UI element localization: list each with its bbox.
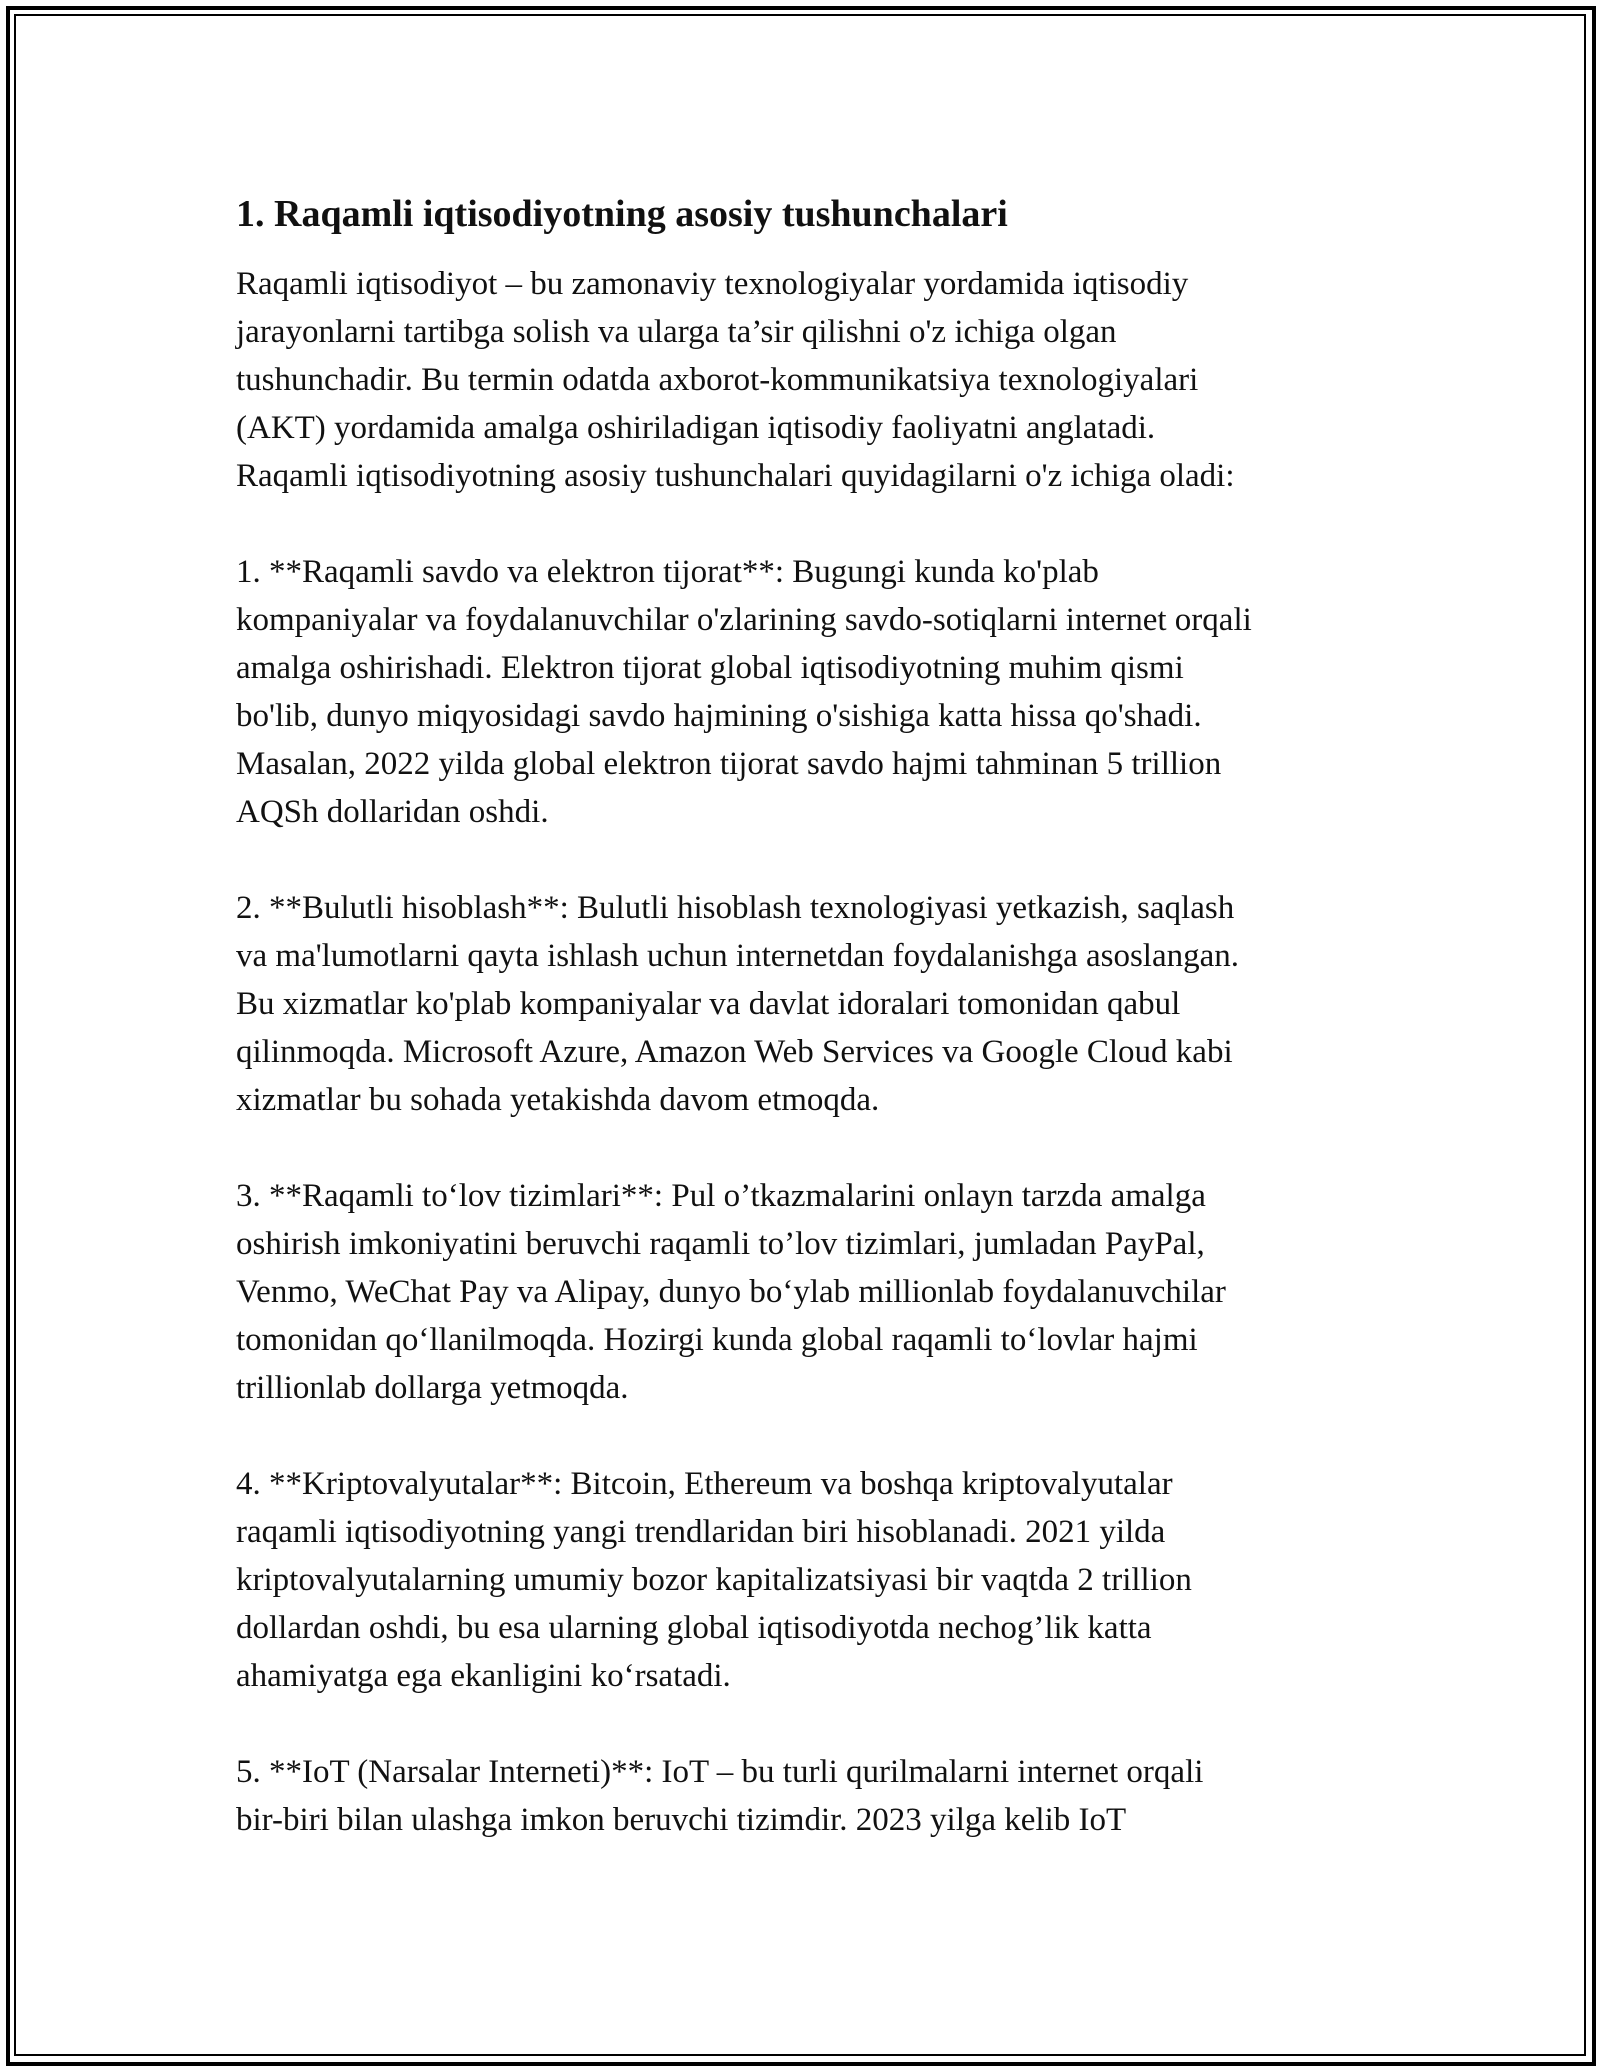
text-line: bir-biri bilan ulashga imkon beruvchi tizimdir. 2023 yilga kelib IoT xyxy=(236,1802,1127,1838)
text-line: Raqamli iqtisodiyotning asosiy tushunchalari quyidagilarni o'z ichiga oladi: xyxy=(236,458,1235,494)
text-line: 3. **Raqamli to‘lov tizimlari**: Pul o’tkazmalarini onlayn tarzda amalga xyxy=(236,1178,1206,1214)
text-line: raqamli iqtisodiyotning yangi trendlaridan biri hisoblanadi. 2021 yilda xyxy=(236,1514,1166,1550)
paragraph-item-4 xyxy=(236,1460,1376,1700)
text-line: bo'lib, dunyo miqyosidagi savdo hajmining o'sishiga katta hissa qo'shadi. xyxy=(236,698,1202,734)
text-line: kriptovalyutalarning umumiy bozor kapitalizatsiyasi bir vaqtda 2 trillion xyxy=(236,1562,1192,1598)
text-line: tomonidan qo‘llanilmoqda. Hozirgi kunda global raqamli to‘lovlar hajmi xyxy=(236,1322,1198,1358)
text-line: qilinmoqda. Microsoft Azure, Amazon Web Services va Google Cloud kabi xyxy=(236,1034,1233,1070)
text-line: 2. **Bulutli hisoblash**: Bulutli hisoblash texnologiyasi yetkazish, saqlash xyxy=(236,890,1235,926)
text-line: oshirish imkoniyatini beruvchi raqamli to’lov tizimlari, jumladan PayPal, xyxy=(236,1226,1205,1262)
text-line: trillionlab dollarga yetmoqda. xyxy=(236,1370,629,1406)
paragraph-item-1 xyxy=(236,548,1376,836)
text-line: ahamiyatga ega ekanligini ko‘rsatadi. xyxy=(236,1658,731,1694)
text-line: tushunchadir. Bu termin odatda axborot-kommunikatsiya texnologiyalari xyxy=(236,362,1199,398)
text-line: va ma'lumotlarni qayta ishlash uchun internetdan foydalanishga asoslangan. xyxy=(236,938,1240,974)
paragraph-item-5 xyxy=(236,1748,1376,1844)
text-line: 1. **Raqamli savdo va elektron tijorat**: Bugungi kunda ko'plab xyxy=(236,554,1099,590)
section-heading: 1. Raqamli iqtisodiyotning asosiy tushunchalari xyxy=(236,193,1008,235)
text-line: Venmo, WeChat Pay va Alipay, dunyo bo‘ylab millionlab foydalanuvchilar xyxy=(236,1274,1226,1310)
text-line: amalga oshirishadi. Elektron tijorat global iqtisodiyotning muhim qismi xyxy=(236,650,1184,686)
document-body xyxy=(236,188,1376,1892)
text-line: Masalan, 2022 yilda global elektron tijorat savdo hajmi tahminan 5 trillion xyxy=(236,746,1222,782)
paragraph-item-2 xyxy=(236,884,1376,1124)
text-line: 5. **IoT (Narsalar Interneti)**: IoT – bu turli qurilmalarni internet orqali xyxy=(236,1754,1204,1790)
text-line: Bu xizmatlar ko'plab kompaniyalar va davlat idoralari tomonidan qabul xyxy=(236,986,1181,1022)
text-line: (AKT) yordamida amalga oshiriladigan iqtisodiy faoliyatni anglatadi. xyxy=(236,410,1156,446)
text-line: AQSh dollaridan oshdi. xyxy=(236,794,549,830)
paragraph-intro xyxy=(236,260,1376,500)
text-line: Raqamli iqtisodiyot – bu zamonaviy texnologiyalar yordamida iqtisodiy xyxy=(236,266,1189,302)
text-line: kompaniyalar va foydalanuvchilar o'zlarining savdo-sotiqlarni internet orqali xyxy=(236,602,1252,638)
paragraph-item-3 xyxy=(236,1172,1376,1412)
text-line: jarayonlarni tartibga solish va ularga ta’sir qilishni o'z ichiga olgan xyxy=(236,314,1117,350)
text-line: 4. **Kriptovalyutalar**: Bitcoin, Ethereum va boshqa kriptovalyutalar xyxy=(236,1466,1173,1502)
text-line: xizmatlar bu sohada yetakishda davom etmoqda. xyxy=(236,1082,880,1118)
text-line: dollardan oshdi, bu esa ularning global iqtisodiyotda nechog’lik katta xyxy=(236,1610,1152,1646)
